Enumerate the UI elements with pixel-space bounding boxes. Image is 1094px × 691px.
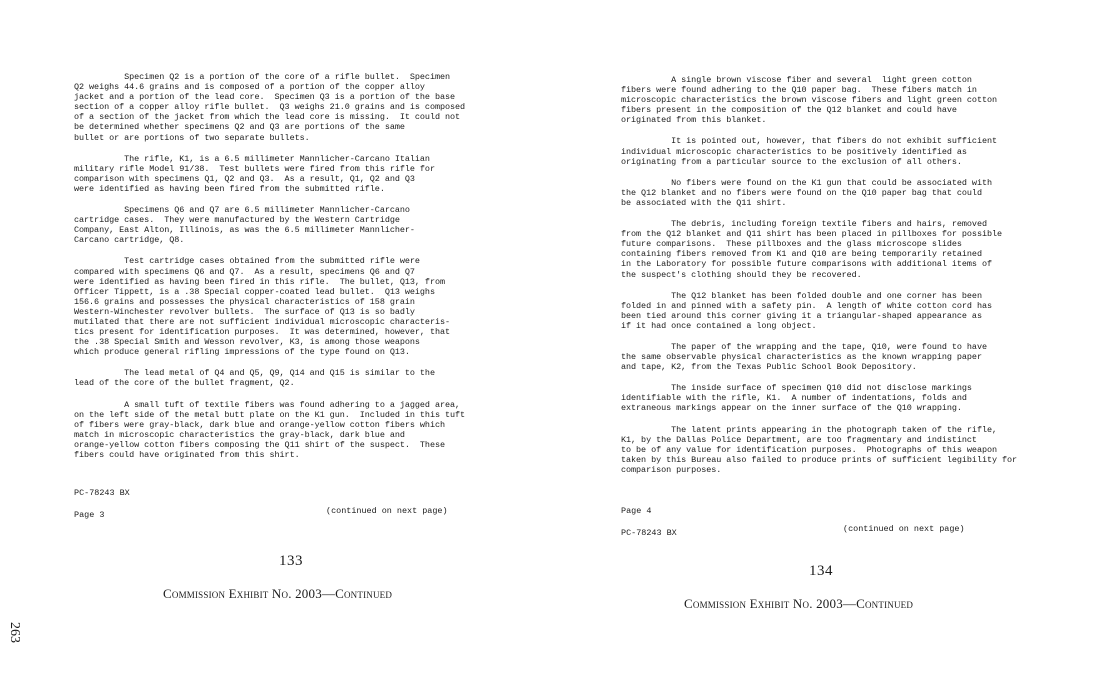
text-line: Specimen Q2 is a portion of the core of a rifle bullet. Specimen xyxy=(74,72,451,82)
text-line: been tied around this corner giving it a triangular-shaped appearance as xyxy=(621,310,982,321)
right-paragraph xyxy=(621,178,1039,208)
text-line: containing fibers removed from K1 and Q10 are being temporarily retained xyxy=(621,249,982,260)
text-line: from the Q12 blanket and Q11 shirt has been placed in pillboxes for possible xyxy=(621,229,1003,240)
left-paragraph xyxy=(74,205,484,245)
text-line: lead of the core of the bullet fragment, Q2. xyxy=(74,378,295,389)
text-line: Specimens Q6 and Q7 are 6.5 millimeter Mannlicher-Carcano xyxy=(74,205,410,216)
right-paragraph xyxy=(621,425,1039,475)
right-report-text xyxy=(621,75,1039,486)
text-line: originated from this blanket. xyxy=(621,115,767,126)
text-line: military rifle Model 91/38. Test bullets were fired from this rifle for xyxy=(74,163,435,174)
right-paragraph xyxy=(621,75,1039,125)
text-line: jacket and a portion of the lead core. Specimen Q3 is a portion of the base xyxy=(74,92,456,103)
text-line: The debris, including foreign textile fibers and hairs, removed xyxy=(621,219,987,230)
left-file-number: PC-78243 BX xyxy=(74,488,130,498)
left-paragraph xyxy=(74,400,484,461)
right-page-number: 134 xyxy=(809,563,833,579)
text-line: match in microscopic characteristics the gray-black, dark blue and xyxy=(74,429,405,440)
text-line: taken by this Bureau also failed to produce prints of sufficient legibility for xyxy=(621,454,1018,465)
text-line: microscopic characteristics the brown viscose fibers and light green cotton xyxy=(621,95,998,106)
left-page-label: Page 3 xyxy=(74,510,105,520)
text-line: be associated with the Q11 shirt. xyxy=(621,197,787,208)
text-line: mutilated that there are not sufficient individual microscopic characteris- xyxy=(74,316,451,327)
text-line: be determined whether specimens Q2 and Q3 are portions of the same xyxy=(74,122,405,133)
text-line: Company, East Alton, Illinois, as was the 6.5 millimeter Mannlicher- xyxy=(74,225,415,236)
text-line: The Q12 blanket has been folded double and one corner has been xyxy=(621,290,982,301)
text-line: on the left side of the metal butt plate on the K1 gun. Included in this tuft xyxy=(74,409,466,420)
right-paragraph xyxy=(621,342,1039,372)
text-line: folded in and pinned with a safety pin. A length of white cotton cord has xyxy=(621,300,992,311)
text-line: section of a copper alloy rifle bullet. Q3 weighs 21.0 grains and is composed xyxy=(74,102,466,113)
right-paragraph xyxy=(621,291,1039,331)
text-line: were identified as having been fired in this rifle. The bullet, Q13, from xyxy=(74,276,445,287)
volume-page-number: 263 xyxy=(7,622,22,643)
right-file-number: PC-78243 BX xyxy=(621,528,677,538)
text-line: in the Laboratory for possible future comparisons with additional items of xyxy=(621,259,992,270)
text-line: bullet or are portions of two separate bullets. xyxy=(74,132,310,143)
text-line: A single brown viscose fiber and several light green cotton xyxy=(621,75,972,85)
text-line: compared with specimens Q6 and Q7. As a result, specimens Q6 and Q7 xyxy=(74,266,415,277)
text-line: comparison purposes. xyxy=(621,464,722,475)
text-line: extraneous markings appear on the inner surface of the Q10 wrapping. xyxy=(621,403,962,414)
right-page xyxy=(547,0,1094,691)
text-line: A small tuft of textile fibers was found adhering to a jagged area, xyxy=(74,399,461,410)
right-paragraph xyxy=(621,383,1039,413)
left-continued-note: (continued on next page) xyxy=(326,506,448,516)
text-line: of fibers were gray-black, dark blue and orange-yellow cotton fibers which xyxy=(74,419,445,430)
text-line: K1, by the Dallas Police Department, are too fragmentary and indistinct xyxy=(621,434,977,445)
text-line: the same observable physical characteristics as the known wrapping paper xyxy=(621,352,982,363)
text-line: which produce general rifling impressions of the type found on Q13. xyxy=(74,347,410,358)
text-line: and tape, K2, from the Texas Public School Book Depository. xyxy=(621,362,917,373)
text-line: No fibers were found on the K1 gun that could be associated with xyxy=(621,177,992,188)
text-line: tics present for identification purposes. It was determined, however, that xyxy=(74,327,451,338)
text-line: The rifle, K1, is a 6.5 millimeter Mannlicher-Carcano Italian xyxy=(74,153,430,164)
right-continued-note: (continued on next page) xyxy=(843,524,965,534)
text-line: The paper of the wrapping and the tape, Q10, were found to have xyxy=(621,341,987,352)
text-line: orange-yellow cotton fibers composing the Q11 shirt of the suspect. These xyxy=(74,439,445,450)
text-line: The inside surface of specimen Q10 did not disclose markings xyxy=(621,383,972,394)
left-paragraph xyxy=(74,368,484,388)
text-line: cartridge cases. They were manufactured by the Western Cartridge xyxy=(74,215,400,226)
text-line: the Q12 blanket and no fibers were found on the Q10 paper bag that could xyxy=(621,187,982,198)
left-report-text xyxy=(74,72,484,471)
text-line: identifiable with the rifle, K1. A number of indentations, folds and xyxy=(621,393,967,404)
text-line: It is pointed out, however, that fibers do not exhibit sufficient xyxy=(621,136,998,147)
text-line: Officer Tippett, is a .38 Special copper-coated lead bullet. Q13 weighs xyxy=(74,286,435,297)
left-paragraph xyxy=(74,154,484,194)
left-page-number: 133 xyxy=(279,553,303,569)
text-line: if it had once contained a long object. xyxy=(621,320,817,331)
right-paragraph xyxy=(621,136,1039,166)
text-line: comparison with specimens Q1, Q2 and Q3. As a result, Q1, Q2 and Q3 xyxy=(74,173,415,184)
text-line: Test cartridge cases obtained from the submitted rifle were xyxy=(74,256,420,267)
text-line: fibers could have originated from this shirt. xyxy=(74,450,300,460)
text-line: fibers present in the composition of the Q12 blanket and could have xyxy=(621,105,957,116)
left-exhibit-caption: Commission Exhibit No. 2003—Continued xyxy=(163,586,393,601)
text-line: of a section of the jacket from which the lead core is missing. It could not xyxy=(74,112,461,123)
text-line: The lead metal of Q4 and Q5, Q9, Q14 and Q15 is similar to the xyxy=(74,368,435,379)
text-line: future comparisons. These pillboxes and the glass microscope slides xyxy=(621,239,962,250)
right-paragraph xyxy=(621,219,1039,280)
text-line: Q2 weighs 44.6 grains and is composed of a portion of the copper alloy xyxy=(74,82,425,93)
text-line: Carcano cartridge, Q8. xyxy=(74,235,185,246)
text-line: The latent prints appearing in the photograph taken of the rifle, xyxy=(621,424,998,435)
left-paragraph xyxy=(74,256,484,357)
text-line: originating from a particular source to the exclusion of all others. xyxy=(621,156,962,167)
text-line: the .38 Special Smith and Wesson revolver, K3, is among those weapons xyxy=(74,337,420,348)
left-paragraph xyxy=(74,72,484,143)
right-page-label: Page 4 xyxy=(621,506,652,516)
text-line: were identified as having been fired from the submitted rifle. xyxy=(74,183,385,194)
text-line: the suspect's clothing should they be recovered. xyxy=(621,269,862,280)
right-exhibit-caption: Commission Exhibit No. 2003—Continued xyxy=(684,596,914,611)
text-line: to be of any value for identification purposes. Photographs of this weapon xyxy=(621,444,998,455)
text-line: Western-Winchester revolver bullets. The surface of Q13 is so badly xyxy=(74,306,415,317)
text-line: 156.6 grains and possesses the physical characteristics of 158 grain xyxy=(74,296,415,307)
text-line: fibers were found adhering to the Q10 paper bag. These fibers match in xyxy=(621,85,977,96)
text-line: individual microscopic characteristics to be positively identified as xyxy=(621,146,967,157)
